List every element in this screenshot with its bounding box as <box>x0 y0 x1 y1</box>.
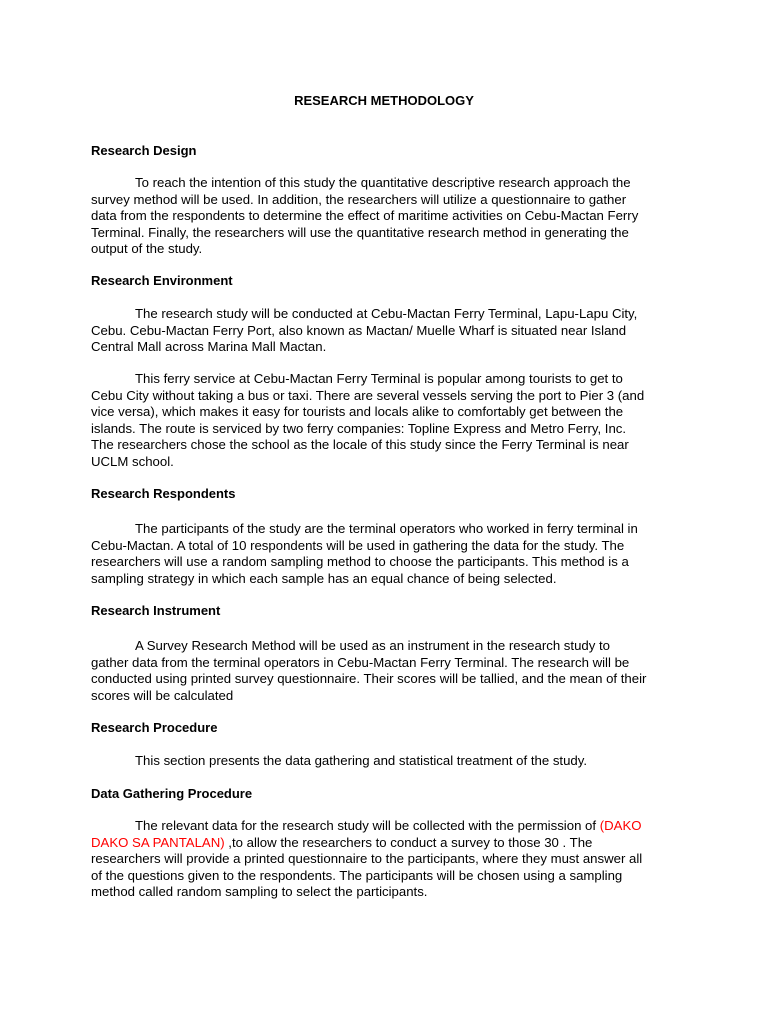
paragraph-line: The participants of the study are the terminal operators who worked in ferry terminal in <box>135 521 638 536</box>
paragraph-line <box>91 818 681 835</box>
paragraph-line: A Survey Research Method will be used as an instrument in the research study to <box>135 638 610 653</box>
section-heading-research-environment: Research Environment <box>91 273 233 288</box>
paragraph-line: Cebu. Cebu-Mactan Ferry Port, also known as Mactan/ Muelle Wharf is situated near Island <box>91 322 627 338</box>
paragraph-line: islands. The route is serviced by two ferry companies: Topline Express and Metro Ferry, Inc. <box>91 420 627 436</box>
paragraph-line: The researchers chose the school as the locale of this study since the Ferry Terminal is near <box>91 437 629 452</box>
paragraph-line: The research study will be conducted at Cebu-Mactan Ferry Terminal, Lapu-Lapu City, <box>135 306 638 321</box>
paragraph-research-environment-2 <box>91 371 681 470</box>
paragraph-data-gathering-procedure <box>91 818 681 901</box>
paragraph-research-respondents <box>91 521 681 587</box>
highlighted-text: (DAKO <box>599 818 642 833</box>
paragraph-line: conducted using printed survey questionnaire. Their scores will be tallied, and the mean of their <box>91 671 647 686</box>
paragraph-line: gather data from the terminal operators in Cebu-Mactan Ferry Terminal. The research will be <box>91 654 630 670</box>
paragraph-line: This section presents the data gathering and statistical treatment of the study. <box>135 753 588 768</box>
paragraph-line: Cebu City without taking a bus or taxi. There are several vessels serving the port to Pier 3 (and <box>91 387 645 403</box>
paragraph-line <box>91 835 681 852</box>
paragraph-text: ,to allow the researchers to conduct a survey to those 30 . The <box>224 834 593 850</box>
section-heading-research-respondents: Research Respondents <box>91 486 236 501</box>
paragraph-research-design <box>91 175 681 258</box>
paragraph-line: UCLM school. <box>91 453 174 469</box>
paragraph-research-procedure <box>91 753 681 770</box>
paragraph-line: researchers will use a random sampling method to choose the participants. This method is a <box>91 554 629 569</box>
paragraph-line: output of the study. <box>91 241 203 256</box>
paragraph-line: vice versa), which makes it easy for tourists and locals alike to comfortably get between the <box>91 404 624 419</box>
paragraph-line: data from the respondents to determine the effect of maritime activities on Cebu-Mactan Ferry <box>91 208 639 223</box>
paragraph-line: researchers will provide a printed questionnaire to the participants, where they must answer all <box>91 851 643 866</box>
paragraph-line: scores will be calculated <box>91 687 234 703</box>
paragraph-research-environment-1 <box>91 306 681 356</box>
paragraph-line: This ferry service at Cebu-Mactan Ferry Terminal is popular among tourists to get to <box>135 371 623 386</box>
paragraph-line: Cebu-Mactan. A total of 10 respondents will be used in gathering the data for the study. The <box>91 537 625 553</box>
paragraph-line: To reach the intention of this study the quantitative descriptive research approach the <box>135 175 631 190</box>
paragraph-text: The relevant data for the research study will be collected with the permission of <box>135 818 600 833</box>
section-heading-research-procedure: Research Procedure <box>91 720 218 735</box>
document-title: RESEARCH METHODOLOGY <box>294 93 474 108</box>
paragraph-line: Terminal. Finally, the researchers will use the quantitative research method in generating the <box>91 224 629 240</box>
paragraph-line: method called random sampling to select the participants. <box>91 884 428 899</box>
section-heading-research-design: Research Design <box>91 143 197 158</box>
paragraph-line: sampling strategy in which each sample has an equal chance of being selected. <box>91 570 557 586</box>
paragraph-line: of the questions given to the respondents. The participants will be chosen using a sampling <box>91 867 623 883</box>
section-heading-data-gathering-procedure: Data Gathering Procedure <box>91 786 253 801</box>
paragraph-research-instrument <box>91 638 681 704</box>
highlighted-text: DAKO SA PANTALAN) <box>91 834 225 850</box>
paragraph-line: Central Mall across Marina Mall Mactan. <box>91 339 327 354</box>
paragraph-line: survey method will be used. In addition, the researchers will utilize a questionnaire to gather <box>91 191 627 207</box>
section-heading-research-instrument: Research Instrument <box>91 603 221 618</box>
